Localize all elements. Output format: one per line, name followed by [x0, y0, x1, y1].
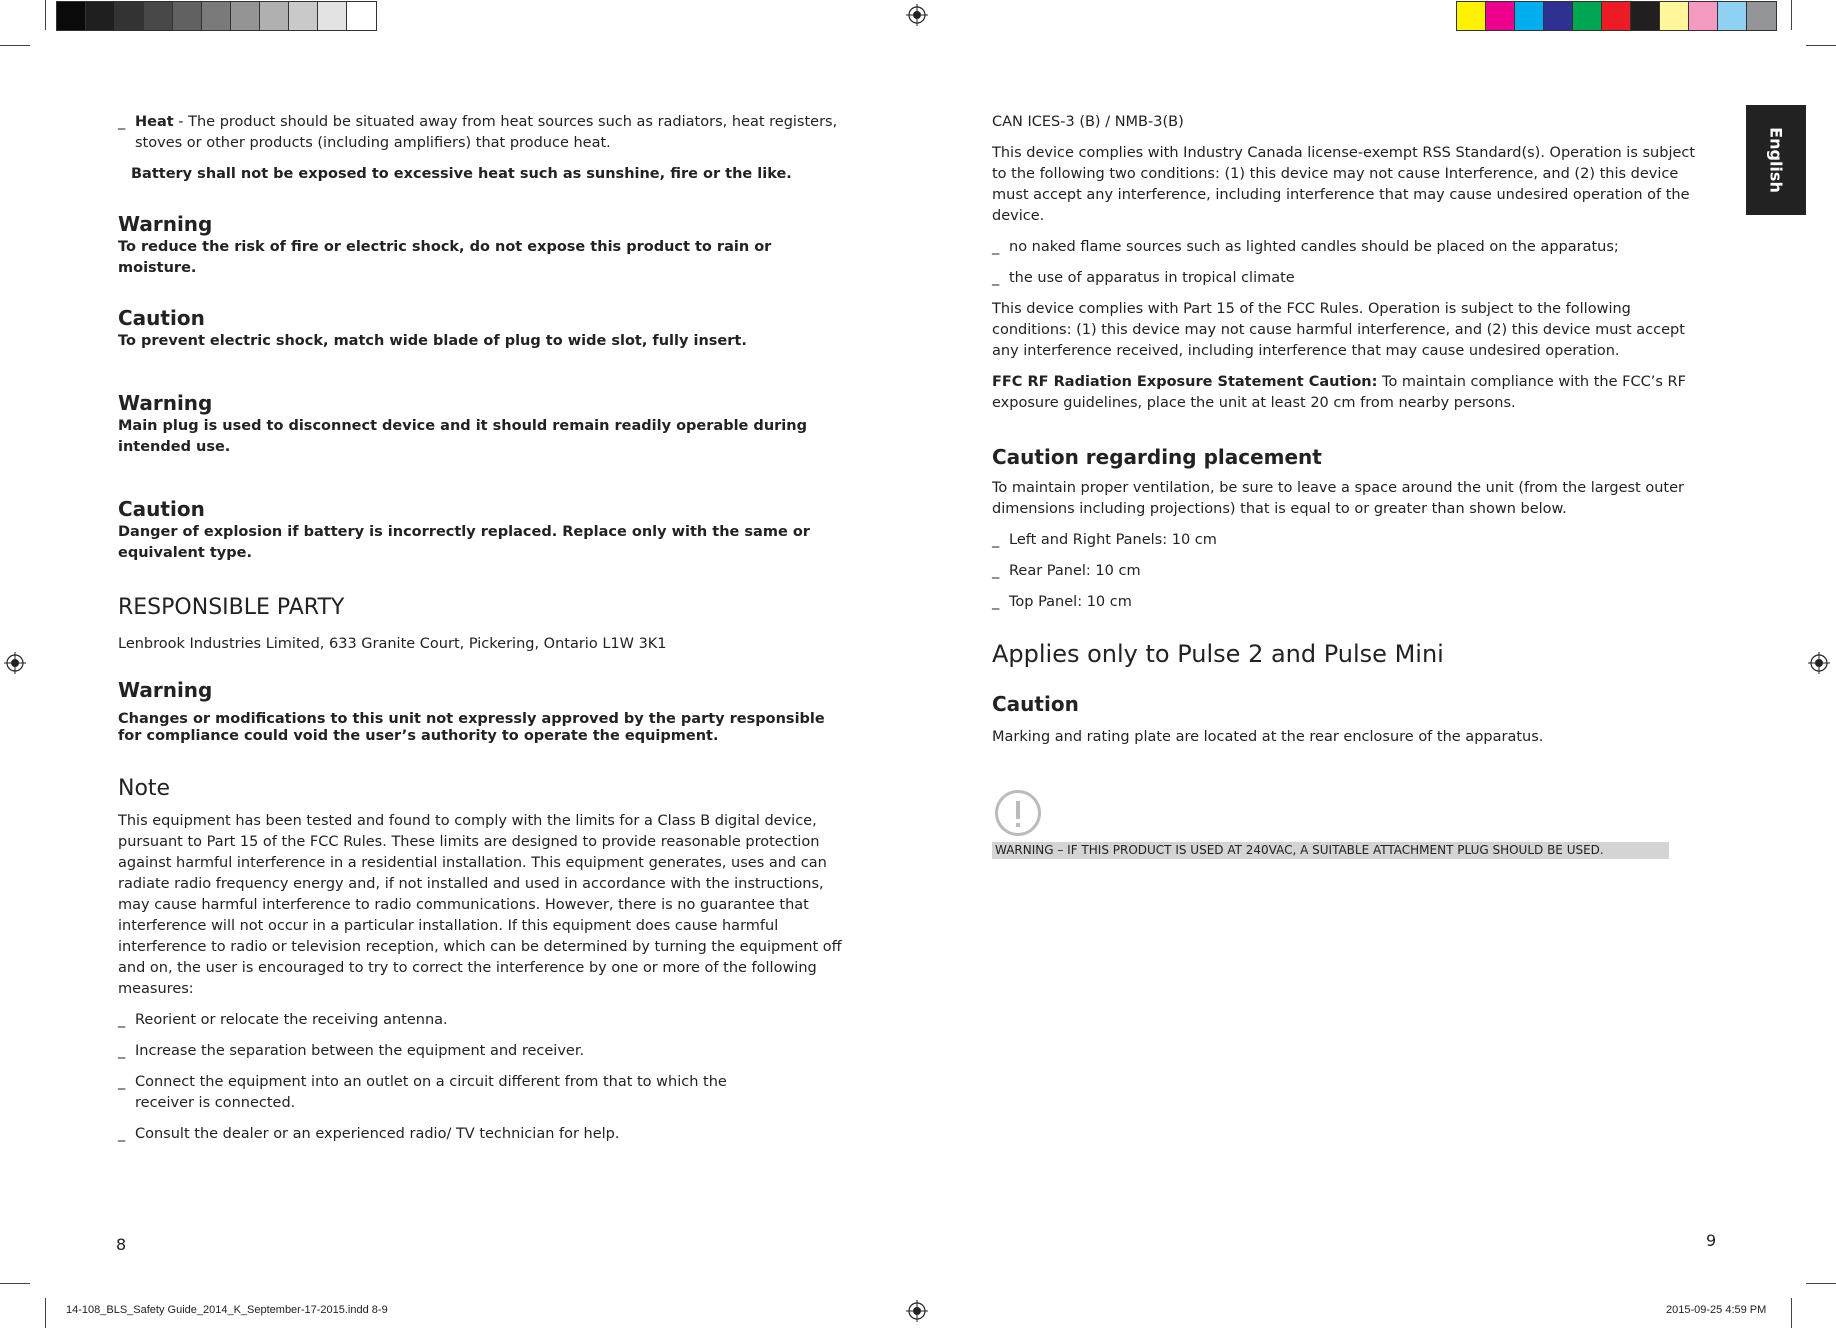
left-page-column — [118, 112, 848, 1145]
heat-text: - The product should be situated away from heat sources such as radiators, heat registers, stoves or other products (including amplifiers) that produce heat. — [135, 114, 838, 151]
gray-swatch — [144, 2, 173, 30]
gray-swatch — [86, 2, 115, 30]
gray-swatch — [115, 2, 144, 30]
registration-mark-icon — [1808, 652, 1830, 674]
list-item: _ Connect the equipment into an outlet on a circuit different from that to which the receiver is connected. — [118, 1074, 727, 1111]
list-item: _ no naked flame sources such as lighted candles should be placed on the apparatus; — [992, 239, 1619, 255]
registration-mark-icon — [906, 4, 928, 26]
gray-swatch — [347, 2, 376, 30]
caution-heading: Caution — [992, 692, 1079, 716]
note-heading: Note — [118, 776, 171, 801]
warning-text: To reduce the risk of fire or electric shock, do not expose this product to rain or moisture. — [118, 239, 772, 276]
caution-heading: Caution — [118, 306, 205, 330]
registration-mark-icon — [906, 1300, 928, 1322]
caution-text: To prevent electric shock, match wide blade of plug to wide slot, fully insert. — [118, 333, 747, 349]
fcc-text: This device complies with Part 15 of the FCC Rules. Operation is subject to the following conditions: (1) this device may not cause harmful interference, and (2) this device must accept any interference received, including interference that may cause undesired operation. — [992, 301, 1685, 359]
slug-filename: 14-108_BLS_Safety Guide_2014_K_September-17-2015.indd 8-9 — [66, 1304, 388, 1316]
slug-date: 2015-09-25 4:59 PM — [1666, 1304, 1767, 1316]
gray-swatch — [318, 2, 347, 30]
applies-heading: Applies only to Pulse 2 and Pulse Mini — [992, 640, 1444, 668]
caution-text: Marking and rating plate are located at the rear enclosure of the apparatus. — [992, 729, 1544, 745]
warning-bar: WARNING – IF THIS PRODUCT IS USED AT 240VAC, A SUITABLE ATTACHMENT PLUG SHOULD BE USED. — [992, 842, 1669, 859]
list-item: _ Left and Right Panels: 10 cm — [992, 532, 1217, 548]
industry-canada-text: This device complies with Industry Canada license-exempt RSS Standard(s). Operation is subject to the following two conditions: (1) this device may not cause Interference, and (2) this device must accept any interference, including interference that may cause undesired operation of the device. — [992, 145, 1696, 224]
crop-mark — [1806, 45, 1836, 46]
process-color-bar — [1456, 1, 1777, 31]
color-swatch — [1689, 2, 1718, 30]
responsible-party-address: Lenbrook Industries Limited, 633 Granite Court, Pickering, Ontario L1W 3K1 — [118, 636, 667, 652]
warning-text: Changes or modifications to this unit not expressly approved by the party responsible for compliance could void the user’s authority to operate the equipment. — [118, 711, 825, 744]
right-page-column — [992, 112, 1712, 748]
color-swatch — [1660, 2, 1689, 30]
gray-swatch — [173, 2, 202, 30]
color-swatch — [1486, 2, 1515, 30]
crop-mark — [45, 1298, 46, 1328]
heat-label: Heat — [135, 114, 174, 130]
crop-mark — [45, 0, 46, 30]
battery-warning: Battery shall not be exposed to excessive heat such as sunshine, fire or the like. — [131, 166, 792, 182]
list-item: _ Top Panel: 10 cm — [992, 594, 1132, 610]
list-item: _ the use of apparatus in tropical climate — [992, 270, 1295, 286]
list-item: _ Consult the dealer or an experienced radio/ TV technician for help. — [118, 1126, 620, 1142]
color-swatch — [1515, 2, 1544, 30]
gray-swatch — [202, 2, 231, 30]
warning-text: Main plug is used to disconnect device and it should remain readily operable during intended use. — [118, 418, 807, 455]
rf-exposure-label: FFC RF Radiation Exposure Statement Caution: — [992, 374, 1378, 390]
crop-mark — [1791, 0, 1792, 30]
language-tab — [1746, 105, 1806, 215]
color-swatch — [1631, 2, 1660, 30]
crop-mark — [0, 45, 30, 46]
crop-mark — [1806, 1283, 1836, 1284]
registration-mark-icon — [4, 652, 26, 674]
rf-exposure-text: To maintain compliance with the FCC’s RF exposure guidelines, place the unit at least 20 cm from nearby persons. — [992, 374, 1686, 411]
color-swatch — [1747, 2, 1776, 30]
exclamation-icon — [995, 790, 1041, 836]
page-number: 9 — [1706, 1231, 1717, 1250]
crop-mark — [0, 1283, 30, 1284]
color-swatch — [1602, 2, 1631, 30]
responsible-party-heading: RESPONSIBLE PARTY — [118, 595, 345, 620]
gray-swatch — [289, 2, 318, 30]
placement-heading: Caution regarding placement — [992, 445, 1322, 469]
note-text: This equipment has been tested and found to comply with the limits for a Class B digital device, pursuant to Part 15 of the FCC Rules. These limits are designed to provide reasonable protection against harmful interference in a residential installation. This equipment generates, uses and can radiate radio frequency energy and, if not installed and used in accordance with the instructions, may cause harmful interference to radio communications. However, there is no guarantee that interference will not occur in a particular installation. If this equipment does cause harmful interference to radio or television reception, which can be determined by turning the equipment off and on, the user is encouraged to try to correct the interference by one or more of the following measures: — [118, 813, 842, 997]
grayscale-color-bar — [56, 1, 377, 31]
gray-swatch — [231, 2, 260, 30]
language-tab-label: English — [1766, 127, 1786, 193]
list-item: _ Reorient or relocate the receiving antenna. — [118, 1012, 448, 1028]
color-swatch — [1544, 2, 1573, 30]
caution-heading: Caution — [118, 497, 205, 521]
gray-swatch — [57, 2, 86, 30]
heat-item: _ Heat - The product should be situated away from heat sources such as radiators, heat registers, stoves or other products (including amplifiers) that produce heat. — [118, 114, 838, 151]
warning-heading: Warning — [118, 678, 213, 702]
page-number: 8 — [116, 1235, 127, 1254]
ices-statement: CAN ICES-3 (B) / NMB-3(B) — [992, 114, 1184, 130]
gray-swatch — [260, 2, 289, 30]
color-swatch — [1573, 2, 1602, 30]
rf-exposure-statement — [992, 372, 1712, 414]
list-item: _ Increase the separation between the equipment and receiver. — [118, 1043, 585, 1059]
crop-mark — [1791, 1298, 1792, 1328]
list-item: _ Rear Panel: 10 cm — [992, 563, 1141, 579]
color-swatch — [1457, 2, 1486, 30]
color-swatch — [1718, 2, 1747, 30]
caution-text: Danger of explosion if battery is incorrectly replaced. Replace only with the same or equivalent type. — [118, 524, 810, 561]
placement-text: To maintain proper ventilation, be sure to leave a space around the unit (from the largest outer dimensions including projections) that is equal to or greater than shown below. — [992, 480, 1684, 517]
warning-heading: Warning — [118, 212, 213, 236]
warning-heading: Warning — [118, 391, 213, 415]
